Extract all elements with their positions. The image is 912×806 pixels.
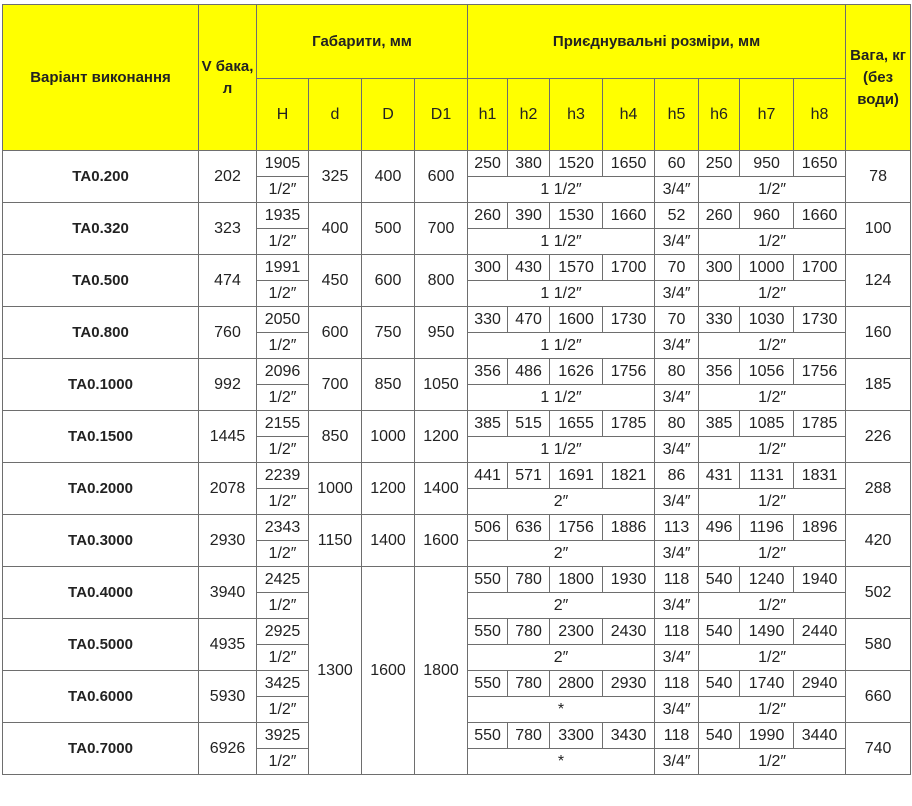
connection-h2-cell: 515 <box>508 411 550 437</box>
pipe-size-rest-cell: 1/2″ <box>699 749 846 775</box>
height-pipe-cell: 1/2″ <box>257 333 309 359</box>
height-pipe-cell: 1/2″ <box>257 177 309 203</box>
col-header-H: H <box>257 79 309 151</box>
pipe-size-rest-cell: 1/2″ <box>699 177 846 203</box>
connection-h2-cell: 780 <box>508 671 550 697</box>
variant-cell: ТА0.500 <box>3 255 199 307</box>
connection-h8-cell: 1940 <box>794 567 846 593</box>
col-header-h4: h4 <box>603 79 655 151</box>
connection-h2-cell: 486 <box>508 359 550 385</box>
connection-h7-cell: 1740 <box>740 671 794 697</box>
connection-h7-cell: 1131 <box>740 463 794 489</box>
connection-h6-cell: 330 <box>699 307 740 333</box>
connection-h4-cell: 1650 <box>603 151 655 177</box>
connection-h2-cell: 571 <box>508 463 550 489</box>
col-header-h5: h5 <box>655 79 699 151</box>
pipe-size-rest-cell: 1/2″ <box>699 229 846 255</box>
variant-cell: ТА0.7000 <box>3 723 199 775</box>
connection-h5-cell: 118 <box>655 619 699 645</box>
volume-cell: 5930 <box>199 671 257 723</box>
diameter-D-cell: 500 <box>362 203 415 255</box>
connection-h1-cell: 250 <box>468 151 508 177</box>
connection-h4-cell: 1930 <box>603 567 655 593</box>
weight-cell: 288 <box>846 463 911 515</box>
variant-header: Варіант виконання <box>3 5 199 151</box>
weight-cell: 226 <box>846 411 911 463</box>
connection-h5-cell: 113 <box>655 515 699 541</box>
height-pipe-cell: 1/2″ <box>257 229 309 255</box>
volume-cell: 4935 <box>199 619 257 671</box>
connection-h4-cell: 1700 <box>603 255 655 281</box>
height-cell: 3425 <box>257 671 309 697</box>
connection-h3-cell: 1626 <box>550 359 603 385</box>
diameter-D1-cell: 1200 <box>415 411 468 463</box>
connection-h8-cell: 1785 <box>794 411 846 437</box>
pipe-size-h5-cell: 3/4″ <box>655 437 699 463</box>
pipe-size-main-cell: 2″ <box>468 645 655 671</box>
volume-cell: 760 <box>199 307 257 359</box>
volume-cell: 202 <box>199 151 257 203</box>
variant-cell: ТА0.1500 <box>3 411 199 463</box>
volume-cell: 323 <box>199 203 257 255</box>
specifications-table <box>2 4 911 775</box>
height-cell: 2425 <box>257 567 309 593</box>
connection-h8-cell: 2440 <box>794 619 846 645</box>
weight-cell: 78 <box>846 151 911 203</box>
height-pipe-cell: 1/2″ <box>257 749 309 775</box>
connection-h3-cell: 2300 <box>550 619 603 645</box>
connection-h5-cell: 70 <box>655 307 699 333</box>
table-header <box>3 5 911 151</box>
connection-h6-cell: 385 <box>699 411 740 437</box>
connection-h8-cell: 1650 <box>794 151 846 177</box>
connection-h5-cell: 80 <box>655 411 699 437</box>
connection-h5-cell: 118 <box>655 723 699 749</box>
pipe-size-h5-cell: 3/4″ <box>655 177 699 203</box>
pipe-size-main-cell: 2″ <box>468 593 655 619</box>
connection-h2-cell: 780 <box>508 567 550 593</box>
connection-dimensions-header: Приєднувальні розміри, мм <box>468 5 846 79</box>
diameter-d-cell: 325 <box>309 151 362 203</box>
connection-h6-cell: 496 <box>699 515 740 541</box>
connection-h2-cell: 470 <box>508 307 550 333</box>
height-cell: 1935 <box>257 203 309 229</box>
connection-h6-cell: 431 <box>699 463 740 489</box>
col-header-D: D <box>362 79 415 151</box>
connection-h2-cell: 636 <box>508 515 550 541</box>
connection-h7-cell: 1030 <box>740 307 794 333</box>
height-cell: 1905 <box>257 151 309 177</box>
connection-h1-cell: 506 <box>468 515 508 541</box>
weight-cell: 420 <box>846 515 911 567</box>
height-cell: 2096 <box>257 359 309 385</box>
height-cell: 2925 <box>257 619 309 645</box>
table-row <box>3 567 911 593</box>
pipe-size-main-cell: 1 1/2″ <box>468 437 655 463</box>
table-row <box>3 463 911 489</box>
height-pipe-cell: 1/2″ <box>257 541 309 567</box>
col-header-h1: h1 <box>468 79 508 151</box>
variant-cell: ТА0.800 <box>3 307 199 359</box>
diameter-D-cell: 750 <box>362 307 415 359</box>
connection-h1-cell: 550 <box>468 567 508 593</box>
connection-h8-cell: 3440 <box>794 723 846 749</box>
col-header-h8: h8 <box>794 79 846 151</box>
height-pipe-cell: 1/2″ <box>257 645 309 671</box>
pipe-size-main-cell: * <box>468 697 655 723</box>
table-row <box>3 151 911 177</box>
weight-cell: 100 <box>846 203 911 255</box>
pipe-size-main-cell: 1 1/2″ <box>468 385 655 411</box>
volume-cell: 2930 <box>199 515 257 567</box>
connection-h2-cell: 430 <box>508 255 550 281</box>
pipe-size-h5-cell: 3/4″ <box>655 489 699 515</box>
pipe-size-main-cell: 2″ <box>468 489 655 515</box>
weight-cell: 580 <box>846 619 911 671</box>
variant-cell: ТА0.320 <box>3 203 199 255</box>
variant-cell: ТА0.6000 <box>3 671 199 723</box>
volume-cell: 474 <box>199 255 257 307</box>
pipe-size-main-cell: 2″ <box>468 541 655 567</box>
diameter-d-cell: 850 <box>309 411 362 463</box>
diameter-D1-cell: 800 <box>415 255 468 307</box>
pipe-size-main-cell: 1 1/2″ <box>468 177 655 203</box>
height-pipe-cell: 1/2″ <box>257 489 309 515</box>
connection-h6-cell: 300 <box>699 255 740 281</box>
connection-h8-cell: 1831 <box>794 463 846 489</box>
connection-h3-cell: 3300 <box>550 723 603 749</box>
table-row <box>3 255 911 281</box>
table-row <box>3 203 911 229</box>
connection-h6-cell: 250 <box>699 151 740 177</box>
connection-h4-cell: 1821 <box>603 463 655 489</box>
diameter-d-cell: 400 <box>309 203 362 255</box>
pipe-size-rest-cell: 1/2″ <box>699 281 846 307</box>
pipe-size-h5-cell: 3/4″ <box>655 333 699 359</box>
connection-h4-cell: 1886 <box>603 515 655 541</box>
col-header-D1: D1 <box>415 79 468 151</box>
diameter-D-cell: 400 <box>362 151 415 203</box>
connection-h5-cell: 86 <box>655 463 699 489</box>
connection-h6-cell: 260 <box>699 203 740 229</box>
pipe-size-rest-cell: 1/2″ <box>699 541 846 567</box>
variant-cell: ТА0.200 <box>3 151 199 203</box>
connection-h3-cell: 1600 <box>550 307 603 333</box>
volume-cell: 992 <box>199 359 257 411</box>
weight-cell: 185 <box>846 359 911 411</box>
connection-h6-cell: 540 <box>699 619 740 645</box>
pipe-size-h5-cell: 3/4″ <box>655 697 699 723</box>
height-cell: 2155 <box>257 411 309 437</box>
diameter-D-cell: 1600 <box>362 567 415 775</box>
diameter-d-cell: 450 <box>309 255 362 307</box>
height-pipe-cell: 1/2″ <box>257 697 309 723</box>
diameter-D-cell: 600 <box>362 255 415 307</box>
diameter-D-cell: 1400 <box>362 515 415 567</box>
connection-h1-cell: 330 <box>468 307 508 333</box>
pipe-size-h5-cell: 3/4″ <box>655 385 699 411</box>
pipe-size-main-cell: * <box>468 749 655 775</box>
diameter-D-cell: 850 <box>362 359 415 411</box>
connection-h6-cell: 540 <box>699 671 740 697</box>
connection-h3-cell: 1756 <box>550 515 603 541</box>
connection-h3-cell: 1691 <box>550 463 603 489</box>
weight-header: Вага, кг (без води) <box>846 5 911 151</box>
connection-h5-cell: 118 <box>655 567 699 593</box>
connection-h4-cell: 1660 <box>603 203 655 229</box>
connection-h1-cell: 300 <box>468 255 508 281</box>
table-body <box>3 151 911 775</box>
diameter-d-cell: 1000 <box>309 463 362 515</box>
weight-cell: 502 <box>846 567 911 619</box>
pipe-size-rest-cell: 1/2″ <box>699 697 846 723</box>
dimensions-header: Габарити, мм <box>257 5 468 79</box>
pipe-size-h5-cell: 3/4″ <box>655 541 699 567</box>
height-cell: 2239 <box>257 463 309 489</box>
weight-cell: 740 <box>846 723 911 775</box>
pipe-size-rest-cell: 1/2″ <box>699 437 846 463</box>
height-cell: 1991 <box>257 255 309 281</box>
pipe-size-rest-cell: 1/2″ <box>699 489 846 515</box>
connection-h7-cell: 1490 <box>740 619 794 645</box>
connection-h4-cell: 2930 <box>603 671 655 697</box>
connection-h7-cell: 1056 <box>740 359 794 385</box>
connection-h1-cell: 385 <box>468 411 508 437</box>
connection-h1-cell: 260 <box>468 203 508 229</box>
connection-h4-cell: 1785 <box>603 411 655 437</box>
connection-h1-cell: 550 <box>468 619 508 645</box>
connection-h2-cell: 390 <box>508 203 550 229</box>
pipe-size-rest-cell: 1/2″ <box>699 645 846 671</box>
connection-h3-cell: 1570 <box>550 255 603 281</box>
connection-h7-cell: 1085 <box>740 411 794 437</box>
diameter-D1-cell: 700 <box>415 203 468 255</box>
weight-cell: 660 <box>846 671 911 723</box>
col-header-h7: h7 <box>740 79 794 151</box>
variant-cell: ТА0.3000 <box>3 515 199 567</box>
connection-h3-cell: 2800 <box>550 671 603 697</box>
pipe-size-h5-cell: 3/4″ <box>655 593 699 619</box>
col-header-h3: h3 <box>550 79 603 151</box>
connection-h6-cell: 540 <box>699 723 740 749</box>
connection-h8-cell: 1756 <box>794 359 846 385</box>
connection-h5-cell: 70 <box>655 255 699 281</box>
diameter-d-cell: 1150 <box>309 515 362 567</box>
connection-h2-cell: 380 <box>508 151 550 177</box>
col-header-h2: h2 <box>508 79 550 151</box>
col-header-h6: h6 <box>699 79 740 151</box>
diameter-d-cell: 1300 <box>309 567 362 775</box>
diameter-d-cell: 600 <box>309 307 362 359</box>
connection-h3-cell: 1655 <box>550 411 603 437</box>
pipe-size-h5-cell: 3/4″ <box>655 229 699 255</box>
height-pipe-cell: 1/2″ <box>257 593 309 619</box>
connection-h5-cell: 80 <box>655 359 699 385</box>
table-row <box>3 307 911 333</box>
connection-h7-cell: 1000 <box>740 255 794 281</box>
volume-cell: 2078 <box>199 463 257 515</box>
pipe-size-rest-cell: 1/2″ <box>699 385 846 411</box>
variant-cell: ТА0.1000 <box>3 359 199 411</box>
connection-h8-cell: 1700 <box>794 255 846 281</box>
connection-h7-cell: 960 <box>740 203 794 229</box>
connection-h3-cell: 1800 <box>550 567 603 593</box>
connection-h1-cell: 356 <box>468 359 508 385</box>
connection-h5-cell: 118 <box>655 671 699 697</box>
connection-h4-cell: 1756 <box>603 359 655 385</box>
connection-h1-cell: 550 <box>468 671 508 697</box>
volume-cell: 1445 <box>199 411 257 463</box>
variant-cell: ТА0.5000 <box>3 619 199 671</box>
height-pipe-cell: 1/2″ <box>257 281 309 307</box>
col-header-d: d <box>309 79 362 151</box>
volume-cell: 6926 <box>199 723 257 775</box>
diameter-D1-cell: 950 <box>415 307 468 359</box>
connection-h7-cell: 1240 <box>740 567 794 593</box>
variant-cell: ТА0.4000 <box>3 567 199 619</box>
connection-h8-cell: 1660 <box>794 203 846 229</box>
diameter-D1-cell: 1800 <box>415 567 468 775</box>
pipe-size-rest-cell: 1/2″ <box>699 333 846 359</box>
header-row <box>3 5 911 79</box>
connection-h2-cell: 780 <box>508 619 550 645</box>
connection-h7-cell: 1196 <box>740 515 794 541</box>
pipe-size-h5-cell: 3/4″ <box>655 645 699 671</box>
connection-h8-cell: 2940 <box>794 671 846 697</box>
diameter-D1-cell: 1600 <box>415 515 468 567</box>
pipe-size-h5-cell: 3/4″ <box>655 749 699 775</box>
variant-cell: ТА0.2000 <box>3 463 199 515</box>
volume-header: V бака, л <box>199 5 257 151</box>
table-row <box>3 411 911 437</box>
diameter-D1-cell: 600 <box>415 151 468 203</box>
diameter-d-cell: 700 <box>309 359 362 411</box>
connection-h2-cell: 780 <box>508 723 550 749</box>
table-row <box>3 359 911 385</box>
connection-h6-cell: 356 <box>699 359 740 385</box>
connection-h6-cell: 540 <box>699 567 740 593</box>
volume-cell: 3940 <box>199 567 257 619</box>
pipe-size-h5-cell: 3/4″ <box>655 281 699 307</box>
connection-h4-cell: 3430 <box>603 723 655 749</box>
table-row <box>3 515 911 541</box>
pipe-size-main-cell: 1 1/2″ <box>468 229 655 255</box>
connection-h3-cell: 1530 <box>550 203 603 229</box>
pipe-size-main-cell: 1 1/2″ <box>468 281 655 307</box>
height-pipe-cell: 1/2″ <box>257 385 309 411</box>
height-cell: 2343 <box>257 515 309 541</box>
connection-h5-cell: 52 <box>655 203 699 229</box>
connection-h8-cell: 1730 <box>794 307 846 333</box>
pipe-size-rest-cell: 1/2″ <box>699 593 846 619</box>
pipe-size-main-cell: 1 1/2″ <box>468 333 655 359</box>
diameter-D1-cell: 1400 <box>415 463 468 515</box>
connection-h1-cell: 550 <box>468 723 508 749</box>
connection-h4-cell: 2430 <box>603 619 655 645</box>
connection-h8-cell: 1896 <box>794 515 846 541</box>
connection-h7-cell: 950 <box>740 151 794 177</box>
height-cell: 2050 <box>257 307 309 333</box>
diameter-D-cell: 1000 <box>362 411 415 463</box>
connection-h1-cell: 441 <box>468 463 508 489</box>
diameter-D1-cell: 1050 <box>415 359 468 411</box>
connection-h3-cell: 1520 <box>550 151 603 177</box>
height-cell: 3925 <box>257 723 309 749</box>
weight-cell: 124 <box>846 255 911 307</box>
connection-h5-cell: 60 <box>655 151 699 177</box>
height-pipe-cell: 1/2″ <box>257 437 309 463</box>
connection-h7-cell: 1990 <box>740 723 794 749</box>
connection-h4-cell: 1730 <box>603 307 655 333</box>
weight-cell: 160 <box>846 307 911 359</box>
diameter-D-cell: 1200 <box>362 463 415 515</box>
